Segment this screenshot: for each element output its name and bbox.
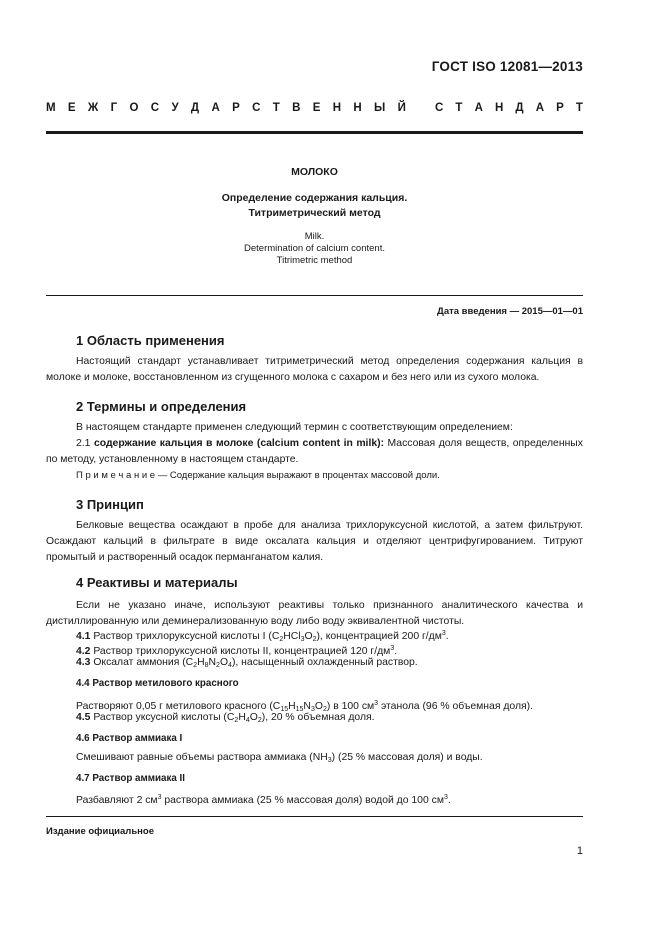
item-4-3: 4.3 Оксалат аммония (C2H8N2O4), насыщенный охлажденный раствор.: [76, 657, 418, 669]
item-4-5: 4.5 Раствор уксусной кислоты (C2H4O2), 20 % объемная доля.: [76, 712, 375, 724]
term-number: 2.1: [76, 438, 94, 449]
item-4-7-text: Разбавляют 2 $см^3$ раствора аммиака (25 % массовая доля) водой до 100 $см^3$.: [76, 794, 451, 806]
standard-code: ГОСТ ISO 12081—2013: [431, 59, 583, 74]
section-1-heading: 1 Область применения: [76, 333, 225, 348]
title-rule: [46, 295, 583, 296]
section-4-heading: 4 Реактивы и материалы: [76, 575, 238, 590]
item-4-1: 4.1 Раствор трихлоруксусной кислоты I (C2HCl3O2), концентрацией 200 $г/дм^3$.: [76, 630, 449, 643]
item-4-4-text: Растворяют 0,05 г метилового красного (C15H15N3O2) в 100 $см^3$ этанола (96 % объемная доля).: [76, 700, 533, 713]
doc-subtitle-2: Титриметрический метод: [248, 207, 381, 219]
section-1-text: [46, 354, 583, 386]
section-2-heading: 2 Термины и определения: [76, 399, 247, 414]
note: [76, 470, 440, 481]
page-number: 1: [576, 845, 583, 857]
section-3-text: [46, 518, 583, 566]
section-3-heading: 3 Принцип: [76, 497, 144, 512]
section-2-intro: [46, 420, 583, 436]
section-2-paragraph: В настоящем стандарте применен следующий термин с соответствующим определением:: [76, 422, 513, 433]
item-4-2: 4.2 Раствор трихлоруксусной кислоты II, концентрацией 120 $г/дм^3$.: [76, 645, 398, 657]
doc-subtitle-1: Определение содержания кальция.: [221, 192, 408, 204]
item-4-4-heading: 4.4 Раствор метилового красного: [76, 678, 239, 689]
en-title-2: Determination of calcium content.: [244, 243, 385, 254]
term-text: Массовая доля веществ, определенных по методу, установленному в настоящем стандарте.: [46, 438, 583, 465]
header-rule: [46, 131, 583, 134]
footer-rule: [46, 816, 583, 817]
banner-word-2: С Т А Н Д А Р Т: [435, 102, 583, 114]
doc-title: МОЛОКО: [291, 166, 338, 178]
standard-banner: [46, 102, 583, 114]
item-4-7-heading: 4.7 Раствор аммиака II: [76, 773, 185, 784]
section-4-paragraph: Если не указано иначе, используют реактивы только признанного аналитического качества и дистиллированную или деминерализованную воду либо воду эквивалентной чистоты.: [46, 600, 583, 627]
effective-date: Дата введения — 2015—01—01: [437, 306, 583, 317]
banner-word-1: М Е Ж Г О С У Д А Р С Т В Е Н Н Ы Й: [46, 102, 406, 114]
section-1-paragraph: Настоящий стандарт устанавливает титриметрический метод определения содержания кальция в молоке и молоке, восстановленном из сгущенного молока с сахаром и без него или из сухого молока.: [46, 356, 583, 383]
item-4-6-text: Смешивают равные объемы раствора аммиака (NH3) (25 % массовая доля) и воды.: [76, 752, 483, 764]
term-name: содержание кальция в молоке (calcium content in milk):: [93, 438, 385, 449]
en-title-3: Titrimetric method: [276, 255, 353, 266]
section-3-paragraph: Белковые вещества осаждают в пробе для анализа трихлоруксусной кислотой, а затем фильтруют. Осаждают кальций в фильтрате в виде оксалата кальция и отделяют центрифугированием. Титруют промытый и растворенный осадок перманганатом калия.: [46, 520, 583, 563]
note-label: П р и м е ч а н и е: [76, 470, 156, 481]
term-definition: [46, 436, 583, 468]
item-4-6-heading: 4.6 Раствор аммиака I: [76, 733, 183, 744]
edition-label: Издание официальное: [46, 826, 154, 837]
en-title-1: Milk.: [304, 231, 325, 242]
note-text: — Содержание кальция выражают в процентах массовой доли.: [155, 470, 440, 481]
